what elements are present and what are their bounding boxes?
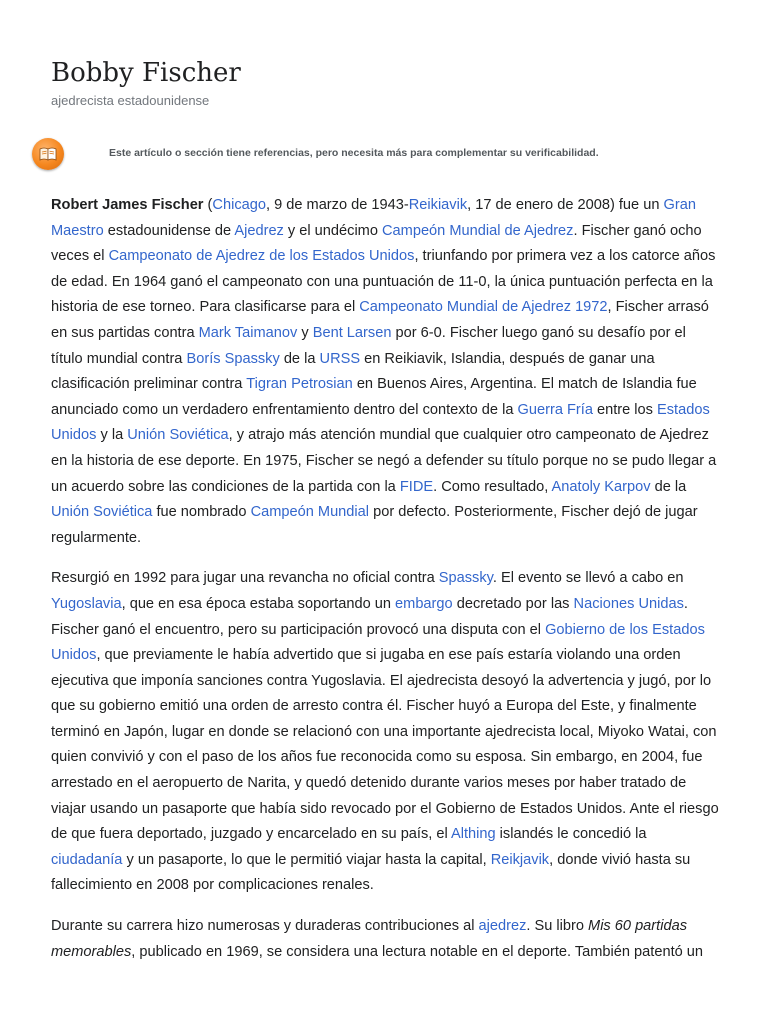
link-gran-maestro[interactable]: Gran Maestro	[51, 197, 696, 239]
text-run: y la	[96, 427, 128, 444]
link-ajedrez-2[interactable]: ajedrez	[478, 918, 527, 935]
page-subtitle: ajedrecista estadounidense	[51, 93, 210, 108]
link-spassky[interactable]: Spassky	[438, 570, 493, 587]
link-reikjavik[interactable]: Reikjavik	[490, 851, 550, 868]
text-run: , 17 de enero de 2008) fue un	[467, 197, 664, 213]
book-icon	[32, 138, 64, 170]
link-althing[interactable]: Althing	[451, 826, 496, 843]
paragraph-2	[51, 566, 721, 899]
link-mark-taimanov[interactable]: Mark Taimanov	[198, 324, 298, 341]
link-union-sovietica[interactable]: Unión Soviética	[127, 427, 229, 444]
link-naciones-unidas[interactable]: Naciones Unidas	[573, 595, 684, 612]
text-run: . Fischer ganó el encuentro, pero su participación provocó una disputa con el	[51, 595, 688, 638]
link-chicago[interactable]: Chicago	[212, 197, 266, 213]
text-run: , que previamente le había advertido que si jugaba en ese país estaría violando una orden ejecutiva que imponía sanciones contra Yugoslavia. El ajedrecista desoyó la advertencia y jugó, por lo que su gobierno emitió una orden de arresto contra él. Fischer huyó a Europa del Este, y finalmente terminó en Japón, lugar en donde se relacionó con una importante ajedrecista local, Miyoko Watai, con quien convivió y con el paso de los años fue reconocida como su esposa. Sin embargo, en 2004, fue arrestado en el aeropuerto de Narita, y quedó detenido durante varios meses por haber tratado de viajar usando un pasaporte que había sido revocado por el Gobierno de Estados Unidos. Ante el riesgo de que fuera deportado, juzgado y encarcelado en su país, el	[51, 647, 719, 843]
text-run: y	[297, 324, 313, 341]
text-run: y el undécimo	[283, 222, 383, 239]
text-run: por 6-0. Fischer luego ganó su desafío por el título mundial contra	[51, 324, 686, 367]
text-run: estadounidense de	[103, 222, 235, 239]
link-reikiavik[interactable]: Reikiavik	[408, 197, 468, 213]
text-run: , donde vivió hasta su fallecimiento en 2008 por complicaciones renales.	[51, 851, 691, 894]
text-run: fue nombrado	[152, 504, 251, 521]
bold-name: Robert James Fischer	[51, 197, 204, 213]
link-ajedrez[interactable]: Ajedrez	[234, 222, 284, 239]
text-run: en Buenos Aires, Argentina. El match de Islandia fue anunciado como un verdadero enfrentamiento dentro del contexto de la	[51, 376, 697, 418]
book-title: Mis 60 partidas memorables	[51, 918, 687, 960]
text-run: por defecto. Posteriormente, Fischer dejó de jugar regularmente.	[51, 504, 698, 546]
text-run: . El evento se llevó a cabo en	[492, 570, 684, 587]
link-union-sovietica-2[interactable]: Unión Soviética	[51, 504, 153, 521]
page-title: Bobby Fischer	[51, 58, 241, 88]
link-fide[interactable]: FIDE	[399, 478, 434, 495]
link-embargo[interactable]: embargo	[395, 595, 453, 612]
text-run: en Reikiavik, Islandia, después de ganar una clasificación preliminar contra	[51, 350, 655, 393]
link-campeon-mundial-ajedrez[interactable]: Campeón Mundial de Ajedrez	[382, 222, 574, 239]
text-run: , Fischer arrasó en sus partidas contra	[51, 299, 709, 341]
link-campeon-mundial[interactable]: Campeón Mundial	[250, 504, 370, 521]
text-run: entre los	[592, 401, 658, 418]
article-content	[51, 193, 721, 980]
text-run: Durante su carrera hizo numerosas y duraderas contribuciones al	[51, 918, 479, 935]
text-run: y un pasaporte, lo que le permitió viajar hasta la capital,	[122, 851, 491, 868]
link-anatoly-karpov[interactable]: Anatoly Karpov	[551, 478, 651, 495]
link-campeonato-eeuu[interactable]: Campeonato de Ajedrez de los Estados Unidos	[108, 248, 415, 265]
link-ciudadania[interactable]: ciudadanía	[51, 851, 123, 868]
text-run: , y atrajo más atención mundial que cualquier otro campeonato de Ajedrez en la historia de ese deporte. En 1975, Fischer se negó a defender su título porque no se pudo llegar a un acuerdo sobre las condiciones de la partida con la	[51, 427, 717, 495]
paragraph-3	[51, 914, 721, 965]
link-campeonato-mundial-1972[interactable]: Campeonato Mundial de Ajedrez 1972	[359, 299, 608, 316]
text-run: decretado por las	[452, 595, 574, 612]
link-guerra-fria[interactable]: Guerra Fría	[517, 401, 593, 418]
text-run: . Fischer ganó ocho veces el	[51, 222, 702, 265]
notice-text: Este artículo o sección tiene referencias, pero necesita más para complementar su verificabilidad.	[109, 147, 599, 159]
text-run: , 9 de marzo de 1943-	[265, 197, 409, 213]
text-run: (	[203, 197, 213, 213]
link-urss[interactable]: URSS	[319, 350, 361, 367]
text-run: islandés le concedió la	[495, 826, 647, 843]
text-run: , triunfando por primera vez a los catorce años de edad. En 1964 ganó el campeonato con una puntuación de 11-0, la única puntuación perfecta en la historia de ese torneo. Para clasificarse para el	[51, 248, 716, 316]
link-estados-unidos[interactable]: Estados Unidos	[51, 401, 710, 444]
text-run: . Su libro	[526, 918, 589, 935]
link-yugoslavia[interactable]: Yugoslavia	[51, 595, 122, 612]
text-run: Resurgió en 1992 para jugar una revancha no oficial contra	[51, 570, 439, 587]
references-notice	[32, 138, 677, 170]
text-run: de la	[279, 350, 320, 367]
link-gobierno-eeuu[interactable]: Gobierno de los Estados Unidos	[51, 621, 705, 664]
text-run: , publicado en 1969, se considera una lectura notable en el deporte. También patentó un	[131, 943, 704, 960]
link-boris-spassky[interactable]: Borís Spassky	[186, 350, 280, 367]
text-run: de la	[650, 478, 687, 495]
text-run: , que en esa época estaba soportando un	[121, 595, 396, 612]
link-bent-larsen[interactable]: Bent Larsen	[312, 324, 392, 341]
paragraph-1	[51, 193, 721, 551]
text-run: . Como resultado,	[433, 478, 552, 495]
link-tigran-petrosian[interactable]: Tigran Petrosian	[246, 376, 353, 393]
